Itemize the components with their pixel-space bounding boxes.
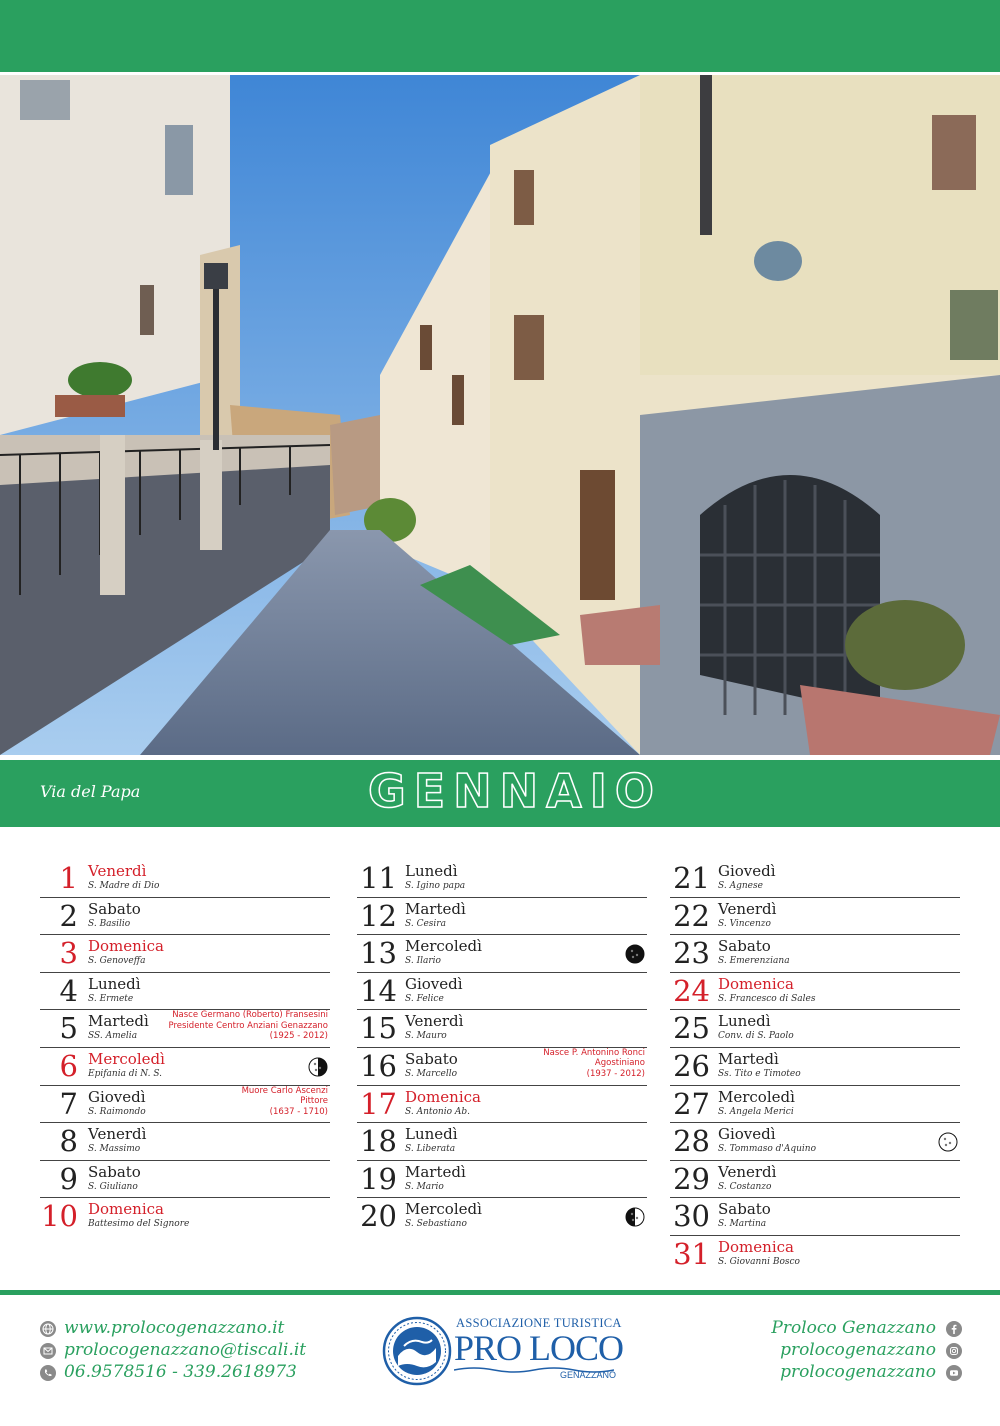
day-row xyxy=(357,1198,647,1236)
day-number: 1 xyxy=(59,861,78,895)
weekday: Mercoledì xyxy=(405,937,482,956)
day-row xyxy=(357,1048,647,1086)
day-row xyxy=(40,1161,330,1199)
day-number: 30 xyxy=(673,1199,710,1234)
day-number: 15 xyxy=(360,1011,397,1046)
day-row xyxy=(40,1086,330,1124)
saint-name: S. Martina xyxy=(718,1219,767,1230)
mail-icon xyxy=(40,1343,56,1359)
day-number: 19 xyxy=(360,1161,397,1196)
weekday: Sabato xyxy=(88,899,141,918)
day-row xyxy=(357,1086,647,1124)
saint-name: S. Massimo xyxy=(88,1144,141,1155)
day-row xyxy=(357,1123,647,1161)
weekday: Domenica xyxy=(88,1200,164,1219)
day-row xyxy=(40,898,330,936)
day-number: 6 xyxy=(59,1048,78,1083)
instagram-text: prolocogenazzano xyxy=(780,1340,936,1360)
weekday: Venerdì xyxy=(88,1125,147,1144)
day-row xyxy=(357,973,647,1011)
logo-line3: GENAZZANO xyxy=(560,1370,617,1380)
weekday: Mercoledì xyxy=(405,1200,482,1219)
day-number: 7 xyxy=(59,1086,78,1121)
moon-new-icon xyxy=(625,944,645,964)
day-number: 12 xyxy=(360,898,397,933)
logo-line1: ASSOCIAZIONE TURISTICA xyxy=(456,1316,622,1330)
phone-line[interactable] xyxy=(40,1362,306,1384)
day-row xyxy=(357,898,647,936)
saint-name: SS. Amelia xyxy=(88,1031,138,1042)
event-note-line: Nasce Germano (Roberto) Fransesini xyxy=(172,1010,328,1021)
day-number: 11 xyxy=(360,861,397,895)
saint-name: Epifania di N. S. xyxy=(88,1068,163,1079)
saint-name: Ss. Tito e Timoteo xyxy=(718,1068,801,1079)
event-note-line: Nasce P. Antonino Ronci xyxy=(543,1047,645,1058)
weekday: Lunedì xyxy=(88,974,141,993)
weekday: Venerdì xyxy=(718,899,777,918)
weekday: Martedì xyxy=(88,1012,149,1031)
weekday: Giovedì xyxy=(718,862,776,880)
day-row xyxy=(670,860,960,898)
saint-name: Conv. di S. Paolo xyxy=(718,1031,794,1042)
saint-name: S. Vincenzo xyxy=(718,918,771,929)
saint-name: S. Costanzo xyxy=(718,1181,772,1192)
weekday: Lunedì xyxy=(405,862,458,880)
footer-rule xyxy=(0,1290,1000,1295)
saint-name: S. Raimondo xyxy=(88,1106,146,1117)
weekday: Lunedì xyxy=(405,1125,458,1144)
facebook-text: Proloco Genazzano xyxy=(771,1318,936,1338)
saint-name: S. Felice xyxy=(405,993,444,1004)
youtube-text: prolocogenazzano xyxy=(780,1362,936,1382)
saint-name: S. Emerenziana xyxy=(718,956,790,967)
seal-icon xyxy=(382,1316,452,1386)
day-row xyxy=(670,973,960,1011)
saint-name: S. Agnese xyxy=(718,881,763,891)
day-row xyxy=(357,935,647,973)
event-note xyxy=(242,1086,328,1118)
saint-name: S. Angela Merici xyxy=(718,1106,794,1117)
day-number: 16 xyxy=(360,1048,397,1083)
event-note-line: Muore Carlo Ascenzi xyxy=(241,1085,328,1096)
saint-name: S. Mauro xyxy=(405,1031,447,1042)
weekday: Sabato xyxy=(88,1162,141,1181)
weekday: Sabato xyxy=(718,1200,771,1219)
day-number: 2 xyxy=(59,898,78,933)
day-row xyxy=(357,1010,647,1048)
day-number: 5 xyxy=(59,1011,78,1046)
event-note-line: (1637 - 1710) xyxy=(269,1106,328,1117)
day-number: 31 xyxy=(673,1236,710,1271)
saint-name: S. Giuliano xyxy=(88,1181,138,1192)
day-number: 18 xyxy=(360,1124,397,1159)
day-number: 14 xyxy=(360,973,397,1008)
day-row xyxy=(670,1198,960,1236)
weekday: Venerdì xyxy=(88,862,147,880)
event-note-line: (1937 - 2012) xyxy=(586,1068,645,1079)
saint-name: S. Marcello xyxy=(405,1068,457,1079)
calendar-column-1 xyxy=(40,860,330,1236)
event-note xyxy=(543,1048,645,1080)
globe-icon xyxy=(40,1321,56,1337)
day-row xyxy=(670,1123,960,1161)
weekday: Sabato xyxy=(718,937,771,956)
event-note-line: Pittore xyxy=(300,1096,328,1107)
logo-line2: PRO LOCO xyxy=(454,1328,624,1368)
saint-name: S. Igino papa xyxy=(405,881,466,891)
day-number: 27 xyxy=(673,1086,710,1121)
day-number: 10 xyxy=(41,1199,78,1234)
street-photo xyxy=(0,75,1000,755)
facebook-icon xyxy=(946,1321,962,1337)
day-number: 8 xyxy=(59,1124,78,1159)
day-row xyxy=(40,860,330,898)
weekday: Domenica xyxy=(718,974,794,993)
saint-name: S. Mario xyxy=(405,1181,444,1192)
youtube-line[interactable] xyxy=(771,1362,962,1384)
website-text: www.prolocogenazzano.it xyxy=(64,1318,285,1338)
day-row xyxy=(357,860,647,898)
saint-name: S. Madre di Dio xyxy=(88,881,160,891)
phone-icon xyxy=(40,1365,56,1381)
email-text: prolocogenazzano@tiscali.it xyxy=(64,1340,307,1360)
weekday: Giovedì xyxy=(88,1087,146,1106)
instagram-icon xyxy=(946,1343,962,1359)
day-number: 28 xyxy=(673,1124,710,1159)
weekday: Giovedì xyxy=(405,974,463,993)
moon-last-quarter-icon xyxy=(308,1057,328,1077)
day-number: 22 xyxy=(673,898,710,933)
day-row xyxy=(40,1048,330,1086)
day-number: 4 xyxy=(59,973,78,1008)
event-note-line: Agostiniano xyxy=(594,1058,645,1069)
day-row xyxy=(670,935,960,973)
day-row xyxy=(670,898,960,936)
youtube-icon xyxy=(946,1365,962,1381)
event-note-line: (1925 - 2012) xyxy=(269,1031,328,1042)
day-number: 21 xyxy=(673,861,710,895)
day-number: 24 xyxy=(673,973,710,1008)
calendar-column-2 xyxy=(357,860,647,1236)
day-number: 25 xyxy=(673,1011,710,1046)
saint-name: S. Basilio xyxy=(88,918,131,929)
day-number: 17 xyxy=(360,1086,397,1121)
website-line[interactable] xyxy=(40,1318,306,1340)
proloco-logo xyxy=(382,1312,632,1392)
weekday: Giovedì xyxy=(718,1125,776,1144)
saint-name: Battesimo del Signore xyxy=(88,1219,190,1230)
weekday: Domenica xyxy=(405,1087,481,1106)
moon-first-quarter-icon xyxy=(625,1207,645,1227)
weekday: Lunedì xyxy=(718,1012,771,1031)
event-note-line: Presidente Centro Anziani Genazzano xyxy=(168,1020,328,1031)
weekday: Martedì xyxy=(405,899,466,918)
weekday: Martedì xyxy=(718,1049,779,1068)
day-row xyxy=(40,973,330,1011)
social-block xyxy=(771,1318,962,1384)
saint-name: S. Ermete xyxy=(88,993,134,1004)
day-number: 13 xyxy=(360,936,397,971)
saint-name: S. Giovanni Bosco xyxy=(718,1256,800,1267)
month-band xyxy=(0,760,1000,827)
top-green-band xyxy=(0,0,1000,72)
weekday: Venerdì xyxy=(718,1162,777,1181)
contact-block xyxy=(40,1318,306,1384)
day-number: 9 xyxy=(59,1161,78,1196)
moon-full-icon xyxy=(938,1132,958,1152)
saint-name: S. Cesira xyxy=(405,918,446,929)
day-row xyxy=(670,1161,960,1199)
day-row xyxy=(670,1010,960,1048)
weekday: Domenica xyxy=(88,937,164,956)
saint-name: S. Genoveffa xyxy=(88,956,146,967)
calendar-column-3 xyxy=(670,860,960,1274)
photo-caption: Via del Papa xyxy=(40,782,141,801)
day-row xyxy=(670,1086,960,1124)
saint-name: S. Sebastiano xyxy=(405,1219,467,1230)
instagram-line[interactable] xyxy=(771,1340,962,1362)
saint-name: S. Ilario xyxy=(405,956,441,967)
facebook-line[interactable] xyxy=(771,1318,962,1340)
month-title: GENNAIO xyxy=(368,764,662,818)
weekday: Mercoledì xyxy=(88,1049,165,1068)
day-row xyxy=(670,1048,960,1086)
weekday: Domenica xyxy=(718,1237,794,1256)
saint-name: S. Tommaso d'Aquino xyxy=(718,1144,817,1155)
saint-name: S. Francesco di Sales xyxy=(718,993,816,1004)
day-number: 20 xyxy=(360,1199,397,1234)
day-number: 3 xyxy=(59,936,78,971)
day-row xyxy=(357,1161,647,1199)
weekday: Venerdì xyxy=(405,1012,464,1031)
saint-name: S. Antonio Ab. xyxy=(405,1106,470,1117)
weekday: Sabato xyxy=(405,1049,458,1068)
email-line[interactable] xyxy=(40,1340,306,1362)
day-row xyxy=(670,1236,960,1274)
day-number: 29 xyxy=(673,1161,710,1196)
day-number: 23 xyxy=(673,936,710,971)
saint-name: S. Liberata xyxy=(405,1144,456,1155)
phone-text: 06.9578516 - 339.2618973 xyxy=(64,1362,297,1382)
day-row xyxy=(40,1010,330,1048)
weekday: Martedì xyxy=(405,1162,466,1181)
day-row xyxy=(40,1123,330,1161)
day-number: 26 xyxy=(673,1048,710,1083)
event-note xyxy=(169,1010,329,1042)
day-row xyxy=(40,1198,330,1236)
weekday: Mercoledì xyxy=(718,1087,795,1106)
day-row xyxy=(40,935,330,973)
